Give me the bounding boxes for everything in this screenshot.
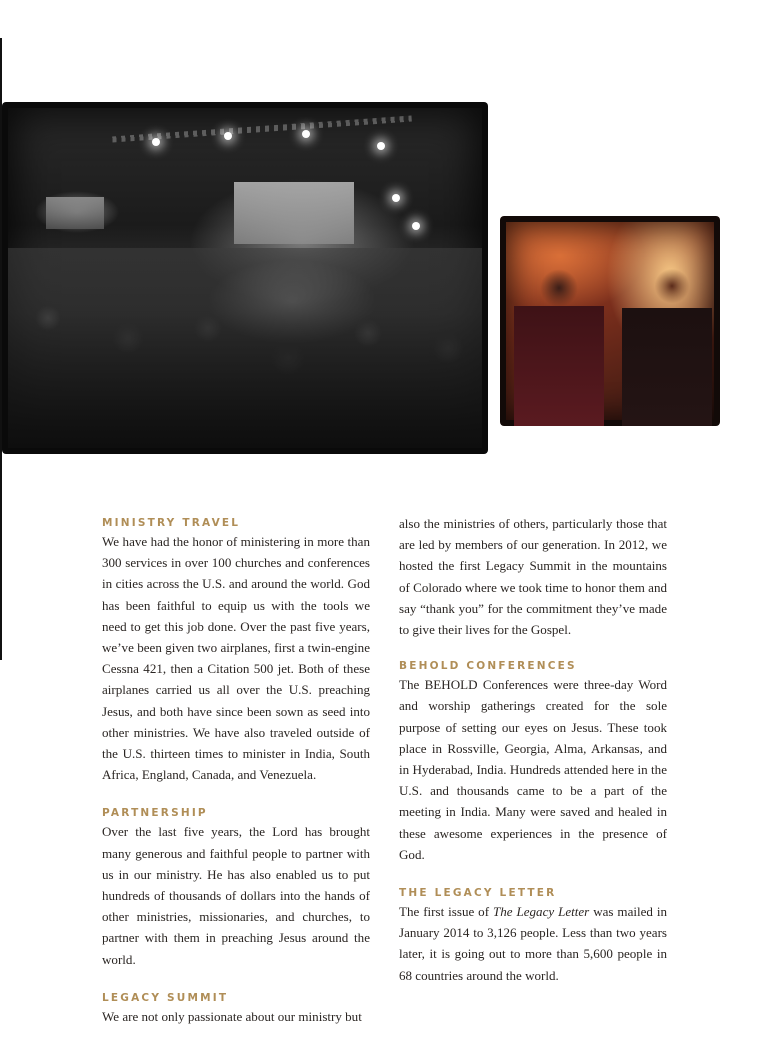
section-heading: LEGACY SUMMIT — [102, 991, 229, 1004]
stage-light — [152, 138, 160, 146]
legacy-summit-section — [102, 990, 370, 1027]
body-text: was mailed in January 2014 to 3,126 people. Less than two years later, it is going out to more than 5,600 people in 68 countries around the world. — [399, 904, 667, 983]
side-screen — [46, 197, 104, 229]
left-column — [102, 513, 370, 1047]
partnership-section — [102, 805, 370, 969]
person-silhouette — [622, 252, 712, 426]
person-silhouette — [514, 256, 604, 426]
ministry-travel-section — [102, 515, 370, 785]
legacy-letter-section — [399, 885, 667, 986]
prayer-photo — [500, 216, 720, 426]
section-heading: MINISTRY TRAVEL — [102, 517, 241, 529]
stage-light — [412, 222, 420, 230]
stage-light — [224, 132, 232, 140]
section-body: We are not only passionate about our ministry but — [102, 1008, 362, 1024]
section-body: also the ministries of others, particularly those that are led by members of our generation. In 2012, we hosted the first Legacy Summit in the mountains of Colorado where we took time to honor them and say “thank you” for the commitment they’ve made to give their lives for the Gospel. — [399, 516, 667, 638]
section-heading: THE LEGACY LETTER — [399, 887, 557, 900]
body-text: The first issue of — [399, 904, 493, 920]
worship-concert-photo — [2, 102, 488, 454]
section-body: Over the last five years, the Lord has brought many generous and faithful people to partner with us in our ministry. He has also enabled us to put hundreds of thousands of dollars into the hands of other ministries, missionaries, and churches, to partner with them in preaching Jesus around the world. — [102, 824, 370, 967]
stage-light — [377, 142, 385, 150]
stage-light — [302, 130, 310, 138]
right-column — [399, 513, 667, 1006]
publication-title: The Legacy Letter — [492, 904, 590, 920]
behold-conferences-section — [399, 658, 667, 865]
section-body — [399, 901, 667, 986]
stage-screen — [234, 182, 354, 244]
stage-light — [392, 194, 400, 202]
legacy-summit-continued — [399, 513, 667, 640]
section-body: The BEHOLD Conferences were three-day Word and worship gatherings created for the sole purpose of setting our eyes on Jesus. These took place in Rossville, Georgia, Alma, Arkansas, and in Hyderabad, India. Hundreds attended here in the U.S. and thousands came to be a part of the meeting in India. Many were saved and healed in these awesome experiences in the presence of God. — [399, 677, 667, 862]
crowd-silhouette — [8, 248, 482, 448]
section-heading: BEHOLD CONFERENCES — [399, 660, 577, 673]
section-body: We have had the honor of ministering in more than 300 services in over 100 churches and conferences in cities across the U.S. and around the world. God has been faithful to equip us with the tools we need to get this job done. Over the past five years, we’ve been given two airplanes, first a twin-engine Cessna 421, then a Citation 500 jet. Both of these airplanes carried us all over the U.S. preaching Jesus, and both have since been sown as seed into other ministries. We have also traveled outside of the U.S. thirteen times to minister in India, South Africa, England, Canada, and Venezuela. — [102, 534, 370, 783]
section-heading: PARTNERSHIP — [102, 807, 208, 820]
